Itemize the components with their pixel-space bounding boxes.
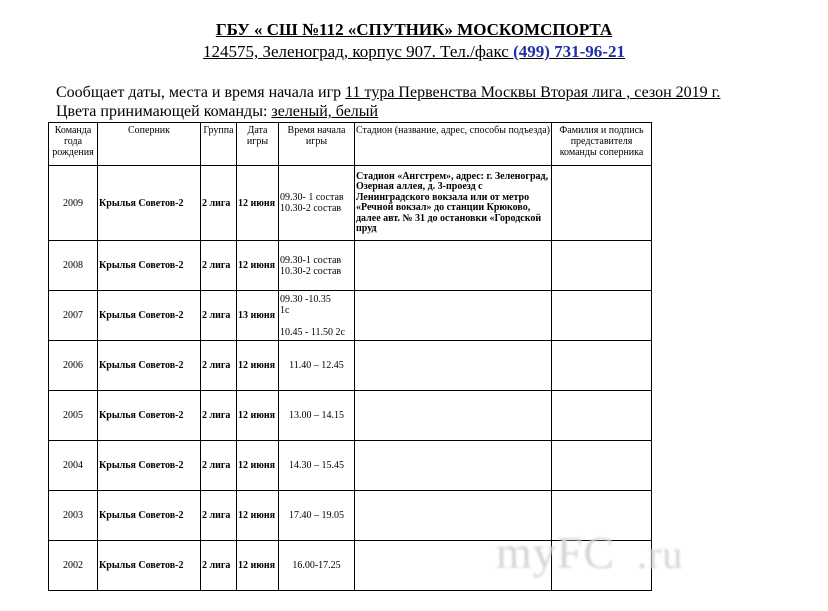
match-date: 12 июня <box>237 391 279 441</box>
match-date: 13 июня <box>237 291 279 341</box>
watermark-tld: .ru <box>637 532 684 577</box>
match-date: 12 июня <box>237 341 279 391</box>
time-line-1: 09.30-1 состав <box>280 254 342 266</box>
representative-signature <box>552 241 652 291</box>
match-time <box>279 166 355 241</box>
match-date: 12 июня <box>237 441 279 491</box>
col-header-opponent: Соперник <box>98 123 201 166</box>
team-year: 2002 <box>49 541 98 591</box>
time-line-2: 10.45 - 11.50 2с <box>280 326 345 338</box>
group: 2 лига <box>201 166 237 241</box>
intro-line-1 <box>56 84 720 102</box>
opponent: Крылья Советов-2 <box>98 441 201 491</box>
col-header-group: Группа <box>201 123 237 166</box>
intro-line-2 <box>56 103 378 121</box>
opponent: Крылья Советов-2 <box>98 241 201 291</box>
team-year: 2005 <box>49 391 98 441</box>
address-line <box>0 42 828 62</box>
team-year: 2008 <box>49 241 98 291</box>
opponent: Крылья Советов-2 <box>98 166 201 241</box>
match-time: 11.40 – 12.45 <box>279 341 355 391</box>
group: 2 лига <box>201 241 237 291</box>
time-line-2: 10.30-2 состав <box>280 203 342 214</box>
intro-line-1-prefix: Сообщает даты, места и время начала игр <box>56 84 346 101</box>
team-year: 2004 <box>49 441 98 491</box>
phone-link[interactable]: (499) 731-96-21 <box>513 42 625 61</box>
stadium-info <box>355 391 552 441</box>
match-time: 13.00 – 14.15 <box>279 391 355 441</box>
table-header-row <box>49 123 652 166</box>
col-header-time: Время начала игры <box>279 123 355 166</box>
opponent: Крылья Советов-2 <box>98 541 201 591</box>
table-row <box>49 241 652 291</box>
table-row <box>49 441 652 491</box>
match-time <box>279 291 355 341</box>
schedule-table <box>48 122 652 591</box>
match-date: 12 июня <box>237 541 279 591</box>
site-watermark <box>496 526 683 579</box>
table-row <box>49 341 652 391</box>
group: 2 лига <box>201 341 237 391</box>
match-time: 17.40 – 19.05 <box>279 491 355 541</box>
team-year: 2009 <box>49 166 98 241</box>
group: 2 лига <box>201 291 237 341</box>
team-year: 2003 <box>49 491 98 541</box>
representative-signature <box>552 341 652 391</box>
table-row <box>49 291 652 341</box>
col-header-representative: Фамилия и подпись представителя команды соперника <box>552 123 652 166</box>
address-text: 124575, Зеленоград, корпус 907. Тел./факс <box>203 42 514 61</box>
match-date: 12 июня <box>237 241 279 291</box>
opponent: Крылья Советов-2 <box>98 491 201 541</box>
col-header-stadium: Стадион (название, адрес, способы подъезда) <box>355 123 552 166</box>
group: 2 лига <box>201 491 237 541</box>
stadium-info <box>355 291 552 341</box>
opponent: Крылья Советов-2 <box>98 291 201 341</box>
match-date: 12 июня <box>237 491 279 541</box>
stadium-info <box>355 341 552 391</box>
match-time <box>279 241 355 291</box>
document-title: ГБУ « СШ №112 «СПУТНИК» МОСКОМСПОРТА <box>215 20 613 39</box>
opponent: Крылья Советов-2 <box>98 341 201 391</box>
table-row <box>49 391 652 441</box>
representative-signature <box>552 166 652 241</box>
match-date: 12 июня <box>237 166 279 241</box>
opponent: Крылья Советов-2 <box>98 391 201 441</box>
time-line-1: 09.30- 1 состав <box>280 192 344 203</box>
representative-signature <box>552 291 652 341</box>
match-time: 14.30 – 15.45 <box>279 441 355 491</box>
col-header-team: Команда года рождения <box>49 123 98 166</box>
representative-signature <box>552 391 652 441</box>
watermark-name: myFC <box>496 527 616 578</box>
stadium-info <box>355 241 552 291</box>
match-time: 16.00-17.25 <box>279 541 355 591</box>
tour-info: 11 тура Первенства Москвы Вторая лига , сезон 2019 г. <box>345 84 721 101</box>
team-year: 2006 <box>49 341 98 391</box>
representative-signature <box>552 441 652 491</box>
time-line-1b: 1с <box>280 304 290 316</box>
team-year: 2007 <box>49 291 98 341</box>
group: 2 лига <box>201 541 237 591</box>
stadium-info <box>355 441 552 491</box>
time-line-1: 09.30 -10.35 <box>280 293 331 305</box>
col-header-date: Дата игры <box>237 123 279 166</box>
group: 2 лига <box>201 441 237 491</box>
group: 2 лига <box>201 391 237 441</box>
team-colors: зеленый, белый <box>271 103 379 120</box>
stadium-info: Стадион «Ангстрем», адрес: г. Зеленоград, Озерная аллея, д. 3-проезд с Ленинградского вокзала или от метро «Речной вокзал» до станции Крюково, далее авт. № 31 до остановки «Городской пруд <box>355 166 552 241</box>
time-line-2: 10.30-2 состав <box>280 265 342 277</box>
intro-line-2-prefix: Цвета принимающей команды: <box>56 103 272 120</box>
table-row <box>49 166 652 241</box>
